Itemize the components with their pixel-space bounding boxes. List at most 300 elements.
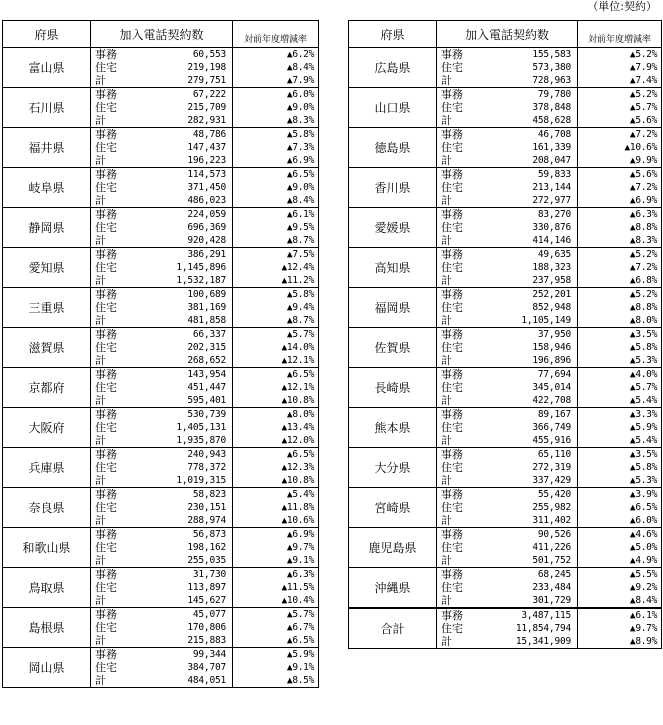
yoy-change: ▲11.5%	[233, 581, 319, 594]
left-contracts-table	[2, 20, 319, 688]
category-label: 住宅	[441, 180, 463, 194]
yoy-change: ▲5.4%	[578, 434, 662, 448]
category-label: 住宅	[441, 340, 463, 354]
table-row	[3, 608, 319, 622]
category-label: 事務	[441, 327, 463, 341]
prefecture-name: 山口県	[349, 88, 437, 128]
contract-count: 486,023	[133, 194, 233, 208]
yoy-change: ▲13.4%	[233, 421, 319, 434]
yoy-change: ▲5.8%	[233, 128, 319, 142]
table-row	[3, 488, 319, 502]
contract-count: 920,428	[133, 234, 233, 248]
prefecture-name: 鹿児島県	[349, 528, 437, 568]
contract-count: 99,344	[192, 648, 227, 660]
category-label: 事務	[441, 87, 463, 101]
contract-count: 65,110	[537, 448, 572, 460]
contract-count: 230,151	[187, 501, 227, 513]
contract-count: 219,198	[187, 61, 227, 73]
yoy-change: ▲7.5%	[233, 248, 319, 262]
contract-count: 83,270	[537, 208, 572, 220]
yoy-change: ▲3.5%	[578, 328, 662, 342]
right-header-row	[349, 21, 662, 48]
yoy-change: ▲12.1%	[233, 354, 319, 368]
prefecture-name: 大阪府	[3, 408, 91, 448]
table-row	[3, 88, 319, 102]
contract-count: 188,323	[532, 261, 572, 273]
category-label: 住宅	[441, 300, 463, 314]
yoy-change: ▲6.9%	[233, 528, 319, 542]
yoy-change: ▲9.5%	[233, 221, 319, 234]
category-label: 計	[91, 434, 133, 448]
contract-count: 337,429	[479, 474, 578, 488]
table-row	[3, 328, 319, 342]
prefecture-name: 愛媛県	[349, 208, 437, 248]
contract-count: 114,573	[187, 168, 227, 180]
table-row	[349, 168, 662, 182]
prefecture-header: 府県	[349, 21, 437, 48]
category-label: 事務	[437, 608, 479, 622]
yoy-change: ▲5.7%	[578, 101, 662, 114]
category-label: 住宅	[95, 580, 117, 594]
yoy-change: ▲5.2%	[578, 88, 662, 102]
left-header-row	[3, 21, 319, 48]
yoy-change: ▲6.1%	[233, 208, 319, 222]
yoy-change: ▲7.4%	[578, 74, 662, 88]
contract-count: 55,420	[537, 488, 572, 500]
category-label: 事務	[441, 567, 463, 581]
contract-count: 484,051	[133, 674, 233, 688]
contract-count: 37,950	[537, 328, 572, 340]
contract-count: 1,145,896	[176, 261, 227, 273]
category-label: 事務	[441, 287, 463, 301]
prefecture-name: 広島県	[349, 48, 437, 88]
category-label: 事務	[441, 167, 463, 181]
category-label: 住宅	[95, 420, 117, 434]
contract-count: 411,226	[532, 541, 572, 553]
category-label: 事務	[95, 447, 117, 461]
yoy-change: ▲5.6%	[578, 114, 662, 128]
yoy-change: ▲8.9%	[578, 635, 662, 649]
category-label: 事務	[95, 487, 117, 501]
yoy-change: ▲14.0%	[233, 341, 319, 354]
yoy-change: ▲6.0%	[233, 88, 319, 102]
contract-count: 79,780	[537, 88, 572, 100]
prefecture-name: 佐賀県	[349, 328, 437, 368]
category-label: 事務	[441, 527, 463, 541]
category-label: 計	[91, 194, 133, 208]
category-label: 事務	[95, 127, 117, 141]
contract-count: 31,730	[192, 568, 227, 580]
contract-count: 158,946	[532, 341, 572, 353]
contract-count: 696,369	[187, 221, 227, 233]
yoy-change: ▲3.9%	[578, 488, 662, 502]
yoy-change: ▲6.9%	[233, 154, 319, 168]
category-label: 事務	[95, 607, 117, 621]
table-row	[349, 88, 662, 102]
category-label: 住宅	[95, 300, 117, 314]
contract-count: 288,974	[133, 514, 233, 528]
yoy-change: ▲10.8%	[233, 474, 319, 488]
yoy-change: ▲5.4%	[233, 488, 319, 502]
yoy-change: ▲5.2%	[578, 248, 662, 262]
yoy-change: ▲5.6%	[578, 168, 662, 182]
prefecture-name: 静岡県	[3, 208, 91, 248]
contract-count: 66,337	[192, 328, 227, 340]
contract-count: 311,402	[479, 514, 578, 528]
category-label: 計	[91, 154, 133, 168]
yoy-change: ▲8.3%	[578, 234, 662, 248]
prefecture-name: 愛知県	[3, 248, 91, 288]
contract-count: 451,447	[187, 381, 227, 393]
yoy-change: ▲5.8%	[578, 461, 662, 474]
category-label: 住宅	[441, 580, 463, 594]
category-label: 住宅	[441, 420, 463, 434]
table-row	[3, 208, 319, 222]
contract-count: 530,739	[187, 408, 227, 420]
yoy-change: ▲8.5%	[233, 674, 319, 688]
category-label: 事務	[95, 367, 117, 381]
yoy-change: ▲5.2%	[578, 48, 662, 62]
right-contracts-table	[348, 20, 662, 649]
prefecture-name: 島根県	[3, 608, 91, 648]
table-row	[3, 648, 319, 662]
category-label: 事務	[441, 127, 463, 141]
yoy-change: ▲8.0%	[578, 314, 662, 328]
category-label: 計	[437, 635, 479, 649]
table-row	[349, 208, 662, 222]
prefecture-name: 沖縄県	[349, 568, 437, 609]
yoy-change: ▲8.4%	[233, 61, 319, 74]
yoy-change: ▲7.2%	[578, 128, 662, 142]
table-row	[349, 528, 662, 542]
category-label: 住宅	[441, 380, 463, 394]
yoy-change: ▲6.2%	[233, 48, 319, 62]
contract-count: 455,916	[479, 434, 578, 448]
yoy-change: ▲9.0%	[233, 101, 319, 114]
contract-count: 215,709	[187, 101, 227, 113]
table-row	[349, 328, 662, 342]
category-label: 住宅	[95, 620, 117, 634]
category-label: 住宅	[95, 380, 117, 394]
category-label: 計	[437, 154, 479, 168]
category-label: 事務	[95, 287, 117, 301]
table-row	[3, 408, 319, 422]
contract-count: 48,786	[192, 128, 227, 140]
yoy-change: ▲7.9%	[233, 74, 319, 88]
contract-count: 240,943	[187, 448, 227, 460]
yoy-change: ▲8.4%	[578, 594, 662, 608]
contract-count: 272,977	[479, 194, 578, 208]
category-label: 住宅	[95, 220, 117, 234]
category-label: 計	[91, 674, 133, 688]
contract-count: 778,372	[187, 461, 227, 473]
contract-count: 143,954	[187, 368, 227, 380]
category-label: 計	[91, 554, 133, 568]
yoy-change: ▲5.8%	[578, 341, 662, 354]
yoy-change: ▲9.7%	[578, 622, 662, 635]
yoy-change: ▲5.3%	[578, 354, 662, 368]
contract-count: 11,854,794	[515, 622, 572, 634]
category-label: 住宅	[95, 460, 117, 474]
contract-count: 386,291	[187, 248, 227, 260]
yoy-change: ▲8.7%	[233, 234, 319, 248]
change-header: 対前年度増減率	[233, 21, 319, 48]
category-label: 住宅	[441, 540, 463, 554]
category-label: 住宅	[441, 100, 463, 114]
yoy-change: ▲3.5%	[578, 448, 662, 462]
yoy-change: ▲5.9%	[578, 421, 662, 434]
contract-count: 59,833	[537, 168, 572, 180]
yoy-change: ▲9.1%	[233, 554, 319, 568]
category-label: 計	[91, 394, 133, 408]
contract-count: 100,689	[187, 288, 227, 300]
contract-count: 147,437	[187, 141, 227, 153]
contract-count: 198,162	[187, 541, 227, 553]
yoy-change: ▲9.1%	[233, 661, 319, 674]
category-label: 住宅	[441, 500, 463, 514]
contract-count: 208,047	[479, 154, 578, 168]
category-label: 事務	[95, 247, 117, 261]
category-label: 事務	[95, 647, 117, 661]
table-row	[349, 488, 662, 502]
prefecture-name: 徳島県	[349, 128, 437, 168]
yoy-change: ▲3.3%	[578, 408, 662, 422]
contract-count: 414,146	[479, 234, 578, 248]
prefecture-header: 府県	[3, 21, 91, 48]
contract-count: 268,652	[133, 354, 233, 368]
contracts-header: 加入電話契約数	[437, 21, 578, 48]
contract-count: 458,628	[479, 114, 578, 128]
contract-count: 1,105,149	[479, 314, 578, 328]
yoy-change: ▲6.3%	[233, 568, 319, 582]
yoy-change: ▲9.2%	[578, 581, 662, 594]
category-label: 住宅	[95, 140, 117, 154]
contract-count: 145,627	[133, 594, 233, 608]
yoy-change: ▲10.8%	[233, 394, 319, 408]
contract-count: 113,897	[187, 581, 227, 593]
prefecture-name: 和歌山県	[3, 528, 91, 568]
contract-count: 196,223	[133, 154, 233, 168]
yoy-change: ▲5.9%	[233, 648, 319, 662]
category-label: 計	[437, 74, 479, 88]
yoy-change: ▲9.7%	[233, 541, 319, 554]
contract-count: 255,982	[532, 501, 572, 513]
yoy-change: ▲5.3%	[578, 474, 662, 488]
category-label: 住宅	[441, 60, 463, 74]
category-label: 計	[437, 194, 479, 208]
contract-count: 224,059	[187, 208, 227, 220]
yoy-change: ▲8.0%	[233, 408, 319, 422]
category-label: 事務	[95, 167, 117, 181]
unit-label: （単位:契約）	[587, 0, 657, 13]
table-row	[349, 568, 662, 582]
prefecture-name: 奈良県	[3, 488, 91, 528]
yoy-change: ▲12.3%	[233, 461, 319, 474]
contract-count: 282,931	[133, 114, 233, 128]
prefecture-name: 岡山県	[3, 648, 91, 688]
prefecture-name: 合計	[349, 608, 437, 649]
category-label: 計	[437, 514, 479, 528]
prefecture-name: 宮崎県	[349, 488, 437, 528]
category-label: 計	[437, 554, 479, 568]
category-label: 計	[91, 314, 133, 328]
contract-count: 279,751	[133, 74, 233, 88]
yoy-change: ▲6.0%	[578, 514, 662, 528]
category-label: 住宅	[95, 60, 117, 74]
contract-count: 422,708	[479, 394, 578, 408]
category-label: 計	[91, 74, 133, 88]
table-row	[3, 568, 319, 582]
contract-count: 213,144	[532, 181, 572, 193]
category-label: 計	[91, 354, 133, 368]
prefecture-name: 富山県	[3, 48, 91, 88]
contract-count: 60,553	[192, 48, 227, 60]
category-label: 計	[437, 234, 479, 248]
contract-count: 233,484	[532, 581, 572, 593]
contract-count: 1,532,187	[133, 274, 233, 288]
table-row	[3, 368, 319, 382]
yoy-change: ▲9.9%	[578, 154, 662, 168]
category-label: 事務	[441, 447, 463, 461]
category-label: 住宅	[441, 621, 463, 635]
yoy-change: ▲7.9%	[578, 61, 662, 74]
yoy-change: ▲8.8%	[578, 301, 662, 314]
yoy-change: ▲6.5%	[233, 368, 319, 382]
contract-count: 852,948	[532, 301, 572, 313]
contract-count: 384,707	[187, 661, 227, 673]
table-row	[349, 408, 662, 422]
contract-count: 155,583	[532, 48, 572, 60]
yoy-change: ▲7.3%	[233, 141, 319, 154]
change-header: 対前年度増減率	[578, 21, 662, 48]
table-row	[349, 48, 662, 62]
yoy-change: ▲5.7%	[233, 328, 319, 342]
contract-count: 161,339	[532, 141, 572, 153]
category-label: 住宅	[95, 180, 117, 194]
contract-count: 378,848	[532, 101, 572, 113]
yoy-change: ▲6.5%	[233, 168, 319, 182]
table-row	[3, 248, 319, 262]
prefecture-name: 岐阜県	[3, 168, 91, 208]
contract-count: 49,635	[537, 248, 572, 260]
contract-count: 252,201	[532, 288, 572, 300]
category-label: 事務	[441, 47, 463, 61]
category-label: 事務	[95, 527, 117, 541]
yoy-change: ▲5.7%	[578, 381, 662, 394]
category-label: 計	[91, 234, 133, 248]
category-label: 計	[437, 474, 479, 488]
table-row	[3, 168, 319, 182]
category-label: 計	[437, 354, 479, 368]
yoy-change: ▲6.3%	[578, 208, 662, 222]
prefecture-name: 福井県	[3, 128, 91, 168]
contract-count: 46,708	[537, 128, 572, 140]
contract-count: 501,752	[479, 554, 578, 568]
yoy-change: ▲10.4%	[233, 594, 319, 608]
prefecture-name: 長崎県	[349, 368, 437, 408]
contract-count: 1,935,870	[133, 434, 233, 448]
table-row	[3, 448, 319, 462]
yoy-change: ▲11.8%	[233, 501, 319, 514]
category-label: 計	[437, 594, 479, 608]
category-label: 住宅	[441, 220, 463, 234]
category-label: 計	[437, 274, 479, 288]
yoy-change: ▲6.5%	[233, 634, 319, 648]
contract-count: 595,401	[133, 394, 233, 408]
contract-count: 330,876	[532, 221, 572, 233]
contract-count: 345,014	[532, 381, 572, 393]
yoy-change: ▲6.8%	[578, 274, 662, 288]
contract-count: 371,450	[187, 181, 227, 193]
category-label: 事務	[95, 327, 117, 341]
contract-count: 67,222	[192, 88, 227, 100]
yoy-change: ▲6.7%	[233, 621, 319, 634]
contract-count: 728,963	[479, 74, 578, 88]
yoy-change: ▲8.3%	[233, 114, 319, 128]
category-label: 計	[91, 274, 133, 288]
yoy-change: ▲12.0%	[233, 434, 319, 448]
prefecture-name: 石川県	[3, 88, 91, 128]
yoy-change: ▲5.4%	[578, 394, 662, 408]
yoy-change: ▲5.0%	[578, 541, 662, 554]
contract-count: 58,823	[192, 488, 227, 500]
contracts-header: 加入電話契約数	[91, 21, 233, 48]
category-label: 事務	[441, 407, 463, 421]
yoy-change: ▲8.7%	[233, 314, 319, 328]
yoy-change: ▲6.5%	[233, 448, 319, 462]
contract-count: 237,958	[479, 274, 578, 288]
yoy-change: ▲6.9%	[578, 194, 662, 208]
prefecture-name: 福岡県	[349, 288, 437, 328]
table-row	[349, 288, 662, 302]
category-label: 住宅	[95, 540, 117, 554]
contract-count: 366,749	[532, 421, 572, 433]
yoy-change: ▲10.6%	[233, 514, 319, 528]
yoy-change: ▲9.0%	[233, 181, 319, 194]
category-label: 住宅	[95, 100, 117, 114]
prefecture-name: 鳥取県	[3, 568, 91, 608]
table-row	[349, 368, 662, 382]
contract-count: 170,806	[187, 621, 227, 633]
prefecture-name: 三重県	[3, 288, 91, 328]
yoy-change: ▲5.2%	[578, 288, 662, 302]
contract-count: 481,858	[133, 314, 233, 328]
category-label: 事務	[95, 567, 117, 581]
category-label: 住宅	[441, 460, 463, 474]
contract-count: 255,035	[133, 554, 233, 568]
contract-count: 272,319	[532, 461, 572, 473]
yoy-change: ▲4.9%	[578, 554, 662, 568]
category-label: 計	[91, 474, 133, 488]
contract-count: 1,405,131	[176, 421, 227, 433]
prefecture-name: 京都府	[3, 368, 91, 408]
category-label: 計	[437, 314, 479, 328]
yoy-change: ▲7.2%	[578, 181, 662, 194]
contract-count: 573,380	[532, 61, 572, 73]
table-row	[3, 288, 319, 302]
contract-count: 89,167	[537, 408, 572, 420]
prefecture-name: 高知県	[349, 248, 437, 288]
category-label: 計	[91, 114, 133, 128]
table-row	[3, 528, 319, 542]
yoy-change: ▲8.8%	[578, 221, 662, 234]
table-row	[349, 248, 662, 262]
yoy-change: ▲11.2%	[233, 274, 319, 288]
category-label: 事務	[95, 47, 117, 61]
table-row	[349, 448, 662, 462]
yoy-change: ▲6.5%	[578, 501, 662, 514]
category-label: 計	[437, 394, 479, 408]
